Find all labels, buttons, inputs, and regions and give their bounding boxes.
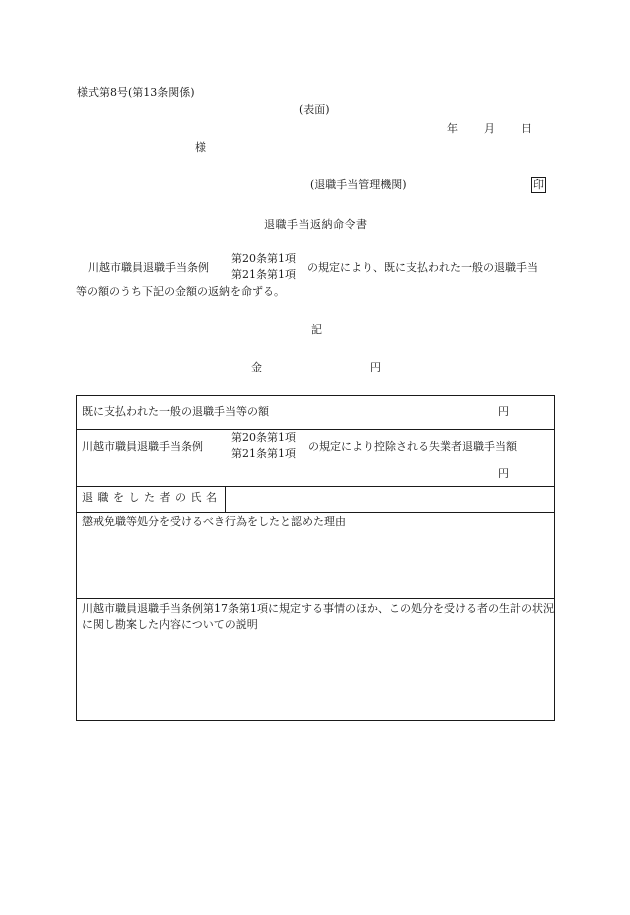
date-month: 月 (484, 122, 495, 135)
addressee-suffix: 様 (195, 141, 206, 154)
paid-amount-yen: 円 (498, 405, 509, 418)
kin-label: 金 (251, 361, 262, 374)
body-articles (231, 251, 296, 283)
table-row-explanation (77, 598, 554, 721)
form-number: 様式第8号(第13条関係) (77, 86, 195, 99)
document-title: 退職手当返納命令書 (264, 218, 368, 231)
retiree-name-label: 退職をした者の氏名 (82, 491, 222, 504)
agency-label: (退職手当管理機関) (310, 178, 407, 191)
date-day: 日 (521, 122, 532, 135)
ki-heading: 記 (311, 323, 322, 336)
deduction-yen: 円 (498, 467, 509, 480)
date-line (447, 122, 532, 136)
table-row-paid-amount (77, 396, 554, 430)
explanation-label: 川越市職員退職手当条例第17条第1項に規定する事情のほか、この処分を受ける者の生計の状況に関し勘案した内容についての説明 (82, 602, 554, 631)
amount-yen-label: 円 (370, 361, 381, 374)
body-article-2: 第21条第1項 (231, 268, 296, 281)
body-line-2: 等の額のうち下記の金額の返納を命ずる。 (76, 285, 285, 298)
body-text-after: の規定により、既に支払われた一般の退職手当 (307, 261, 538, 274)
deduction-articles (231, 430, 296, 462)
table-row-deduction (77, 429, 554, 487)
table-row-name (77, 486, 554, 513)
date-year: 年 (447, 122, 458, 135)
deduction-ordinance: 川越市職員退職手当条例 (82, 440, 203, 453)
front-side-label: (表面) (299, 103, 330, 116)
deduction-article-2: 第21条第1項 (231, 447, 296, 460)
table-row-reason (77, 512, 554, 599)
seal-mark: 印 (533, 178, 544, 191)
reason-label: 懲戒免職等処分を受けるべき行為をしたと認めた理由 (82, 515, 346, 528)
details-table (76, 395, 555, 721)
deduction-text: の規定により控除される失業者退職手当額 (308, 440, 517, 453)
body-ordinance: 川越市職員退職手当条例 (88, 261, 209, 274)
deduction-article-1: 第20条第1項 (231, 431, 296, 444)
name-cell-divider (225, 486, 226, 512)
paid-amount-label: 既に支払われた一般の退職手当等の額 (82, 405, 269, 418)
body-article-1: 第20条第1項 (231, 252, 296, 265)
